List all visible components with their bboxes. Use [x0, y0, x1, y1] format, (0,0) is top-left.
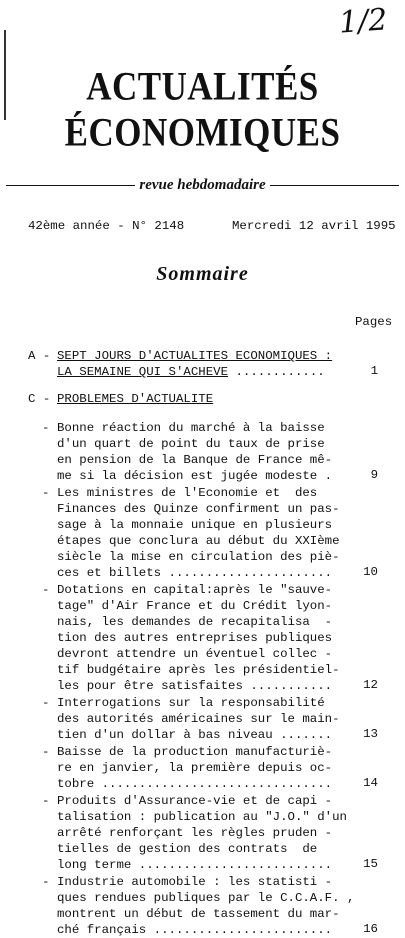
toc-item-line: devront attendre un éventuel collec -: [57, 647, 333, 661]
section-a-letter: A -: [28, 349, 51, 363]
toc-item-line: sage à la monnaie unique en plusieurs: [57, 518, 333, 532]
toc-item-line: Baisse de la production manufacturiè-: [57, 745, 333, 759]
section-a-title-line2: [57, 364, 325, 380]
toc-item-line: les pour être satisfaites ...........: [57, 679, 333, 693]
toc-item-line: tobre ...............................: [57, 777, 333, 791]
toc-item-page-number: 15: [363, 857, 378, 871]
toc-item-line: talisation : publication au "J.O." d'un: [57, 810, 347, 824]
toc-item-dash: -: [42, 745, 50, 759]
toc-item-page-number: 14: [363, 776, 378, 790]
handwritten-page-note: 1/2: [337, 2, 389, 41]
toc-item-line: re en janvier, la première depuis oc-: [57, 761, 333, 775]
toc-item-page-number: 10: [363, 565, 378, 579]
toc-item-line: tif budgétaire après les présidentiel-: [57, 663, 340, 677]
toc-item-line: montrent un début de tassement du mar-: [57, 907, 340, 921]
subtitle-right-rule: [270, 185, 399, 186]
masthead-title-line1: ACTUALITÉS: [86, 64, 319, 109]
toc-item-line: Industrie automobile : les statisti -: [57, 875, 333, 889]
toc-item-line: en pension de la Banque de France mê-: [57, 453, 333, 467]
toc-item-line: des autorités américaines sur le main-: [57, 712, 340, 726]
subtitle-row: [6, 175, 399, 195]
toc-item-line: Produits d'Assurance-vie et de capi -: [57, 794, 333, 808]
toc-item-page-number: 13: [363, 727, 378, 741]
issue-number: 42ème année - N° 2148: [28, 219, 185, 233]
toc-item-line: Bonne réaction du marché à la baisse: [57, 421, 325, 435]
toc-item-line: Les ministres de l'Economie et des: [57, 486, 318, 500]
toc-item-line: arrêté renforçant les règles pruden -: [57, 826, 333, 840]
toc-item-line: tielles de gestion des contrats de: [57, 842, 318, 856]
subtitle: revue hebdomadaire: [139, 176, 266, 193]
section-a-title-cont: LA SEMAINE QUI S'ACHEVE: [57, 365, 229, 379]
section-c-title-line: [57, 391, 213, 407]
toc-item-line: Dotations en capital:après le "sauve-: [57, 583, 333, 597]
section-a-title: SEPT JOURS D'ACTUALITES ECONOMIQUES :: [57, 349, 333, 363]
toc-item-dash: -: [42, 583, 50, 597]
toc-item-line: Finances des Quinze confirment un pas-: [57, 502, 340, 516]
issue-date: Mercredi 12 avril 1995: [232, 219, 396, 233]
subtitle-left-rule: [6, 185, 135, 186]
toc-item-line: d'un quart de point du taux de prise: [57, 437, 325, 451]
toc-item-line: siècle la mise en circulation des piè-: [57, 550, 340, 564]
section-c-letter: C -: [28, 392, 51, 406]
toc-item-line: tage" d'Air France et du Crédit lyon-: [57, 599, 333, 613]
masthead-title-line2: ÉCONOMIQUES: [64, 110, 341, 155]
toc-item-line: long terme ..........................: [57, 858, 333, 872]
section-a-title-line: [57, 348, 332, 364]
toc-item-dash: -: [42, 421, 50, 435]
toc-item-line: me si la décision est jugée modeste .: [57, 469, 333, 483]
toc-item-page-number: 16: [363, 922, 378, 936]
toc-item-dash: -: [42, 794, 50, 808]
toc-item-dash: -: [42, 875, 50, 889]
toc-item-line: tien d'un dollar à bas niveau .......: [57, 728, 333, 742]
sommaire-heading: Sommaire: [156, 263, 249, 285]
section-a-leader-dots: ............: [228, 365, 325, 379]
toc-item-page-number: 9: [370, 468, 378, 482]
toc-item-line: ques rendues publiques par le C.C.A.F. ,: [57, 891, 355, 905]
toc-item-line: étapes que conclura au début du XXIème: [57, 534, 340, 548]
toc-item-line: Interrogations sur la responsabilité: [57, 696, 325, 710]
section-c-title: PROBLEMES D'ACTUALITE: [57, 392, 214, 406]
toc-item-dash: -: [42, 696, 50, 710]
toc-item-line: ché français ........................: [57, 923, 333, 937]
toc-item-dash: -: [42, 486, 50, 500]
toc-item-line: ces et billets ......................: [57, 566, 333, 580]
toc-item-page-number: 12: [363, 678, 378, 692]
pages-column-heading: Pages: [355, 315, 393, 329]
toc-item-line: nais, les demandes de recapitalisa -: [57, 615, 333, 629]
toc-item-line: tion des autres entreprises publiques: [57, 631, 333, 645]
section-a-page-number: 1: [370, 364, 378, 378]
